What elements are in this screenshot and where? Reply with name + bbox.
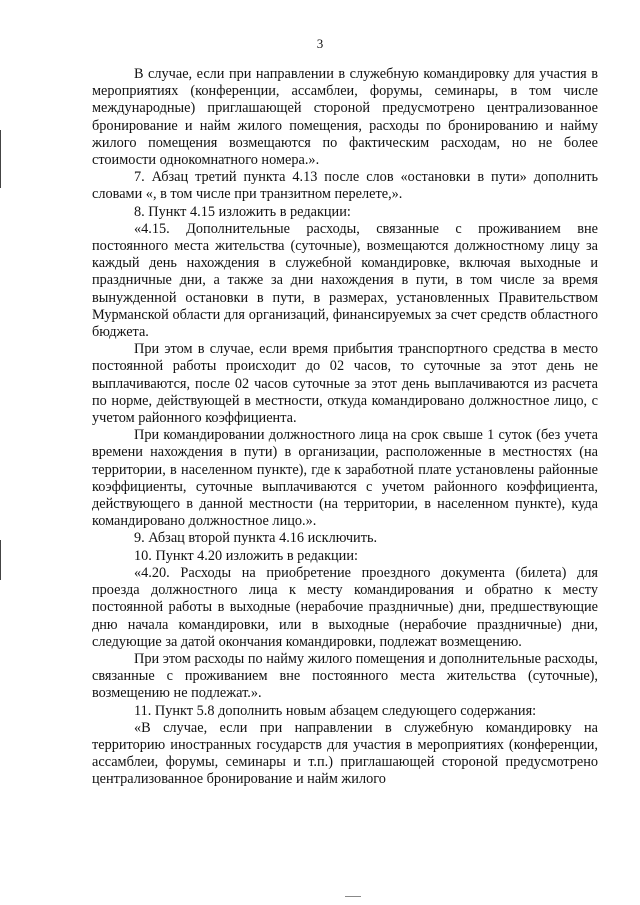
paragraph: При этом в случае, если время прибытия транспортного средства в место постоянной работы происходит до 02 часов, то суточные за этот день не выплачиваются, после 02 часов суточные за этот день выплачиваются из расчета по норме, действующей в местности, откуда командировано должностное лицо, с учетом районного коэффициента. bbox=[92, 341, 598, 427]
paragraph: При этом расходы по найму жилого помещения и дополнительные расходы, связанные с проживанием вне постоянного места жительства (суточные), возмещению не подлежат.». bbox=[92, 650, 598, 702]
left-margin-mark bbox=[0, 130, 1, 188]
document-body bbox=[92, 66, 598, 789]
left-margin-mark bbox=[0, 540, 1, 580]
paragraph: 8. Пункт 4.15 изложить в редакции: bbox=[134, 203, 351, 220]
paragraph: «В случае, если при направлении в служебную командировку на территорию иностранных государств для участия в мероприятиях (конференции, ассамблеи, форумы, семинары и т.п.) приглашающей стороной предусмотрено централизованное бронирование и найм жилого bbox=[92, 719, 598, 788]
paragraph: 7. Абзац третий пункта 4.13 после слов «остановки в пути» дополнить словами «, в том числе при транзитном перелете,». bbox=[92, 169, 598, 203]
paragraph: «4.15. Дополнительные расходы, связанные с проживанием вне постоянного места жительства (суточные), возмещаются должностному лицу за каждый день нахождения в служебной командировке, включая выходные и праздничные дни, а также за дни нахождения в пути, в том числе за время вынужденной остановки в пути, в размерах, установленных Правительством Мурманской области для организаций, финансируемых за счет средств областного бюджета. bbox=[92, 220, 598, 341]
paragraph: «4.20. Расходы на приобретение проездного документа (билета) для проезда должностного лица к месту командирования и обратно к месту постоянной работы в выходные (нерабочие праздничные) дни, предшествующие дню начала командировки, или в выходные (нерабочие праздничные) дни, следующие за датой окончания командировки, подлежат возмещению. bbox=[92, 564, 598, 650]
paragraph: В случае, если при направлении в служебную командировку для участия в мероприятиях (конференции, ассамблеи, форумы, семинары, в том числе международные) приглашающей стороной предусмотрено централизованное бронирование и найм жилого помещения, расходы по бронированию и найму жилого помещения возмещаются по фактическим расходам, но не более стоимости однокомнатного номера.». bbox=[92, 66, 598, 169]
page-number: 3 bbox=[316, 36, 324, 51]
paragraph: 9. Абзац второй пункта 4.16 исключить. bbox=[134, 530, 378, 547]
paragraph: 11. Пункт 5.8 дополнить новым абзацем следующего содержания: bbox=[134, 702, 537, 719]
paragraph: При командировании должностного лица на срок свыше 1 суток (без учета времени нахождения в пути) в организации, расположенные в местностях (на территории, в населенном пункте), где к заработной плате установлены районные коэффициенты, суточные выплачиваются с учетом районного коэффициента, действующего в данной местности (на территории, в населенном пункте), куда командировано должностное лицо.». bbox=[92, 427, 598, 530]
paragraph: 10. Пункт 4.20 изложить в редакции: bbox=[134, 547, 358, 564]
footer-mark bbox=[345, 896, 361, 897]
